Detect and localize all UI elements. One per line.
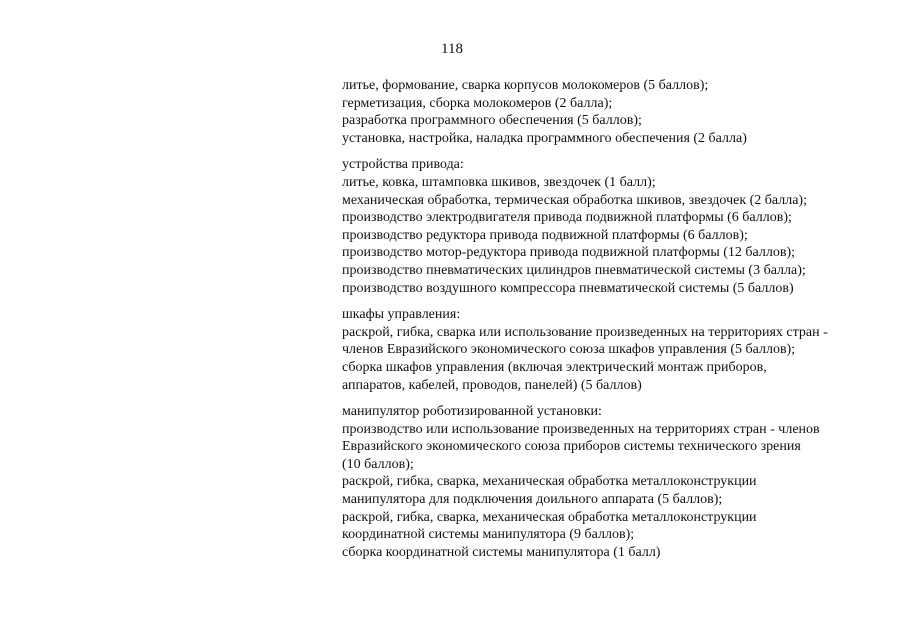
text-line: производство или использование произведенных на территориях стран - членов xyxy=(342,421,820,437)
paragraph-block xyxy=(342,77,882,147)
text-line: (10 баллов); xyxy=(342,456,414,472)
text-line: сборка координатной системы манипулятора (1 балл) xyxy=(342,544,661,560)
section-heading: манипулятор роботизированной установки: xyxy=(342,404,602,420)
text-line: раскрой, гибка, сварка, механическая обработка металлоконструкции xyxy=(342,474,757,490)
text-line: герметизация, сборка молокомеров (2 балла); xyxy=(342,95,613,111)
section-heading: устройства привода: xyxy=(342,157,464,173)
text-line: литье, ковка, штамповка шкивов, звездочек (1 балл); xyxy=(342,174,656,190)
text-line: раскрой, гибка, сварка, механическая обработка металлоконструкции xyxy=(342,509,757,525)
section-heading: шкафы управления: xyxy=(342,307,461,323)
paragraph-block xyxy=(342,403,882,561)
paragraph-block xyxy=(342,306,882,394)
text-line: производство воздушного компрессора пневматической системы (5 баллов) xyxy=(342,280,794,296)
text-line: Евразийского экономического союза приборов системы технического зрения xyxy=(342,439,801,455)
text-line: механическая обработка, термическая обработка шкивов, звездочек (2 балла); xyxy=(342,192,807,208)
document-body xyxy=(342,77,882,570)
text-line: производство мотор-редуктора привода подвижной платформы (12 баллов); xyxy=(342,245,796,261)
text-line: литье, формование, сварка корпусов молокомеров (5 баллов); xyxy=(342,78,709,93)
text-line: манипулятора для подключения доильного аппарата (5 баллов); xyxy=(342,492,723,508)
text-line: координатной системы манипулятора (9 баллов); xyxy=(342,527,635,543)
text-line: производство пневматических цилиндров пневматической системы (3 балла); xyxy=(342,262,806,278)
text-line: раскрой, гибка, сварка или использование произведенных на территориях стран - xyxy=(342,324,828,340)
text-line: установка, настройка, наладка программного обеспечения (2 балла) xyxy=(342,130,747,146)
page-number: 118 xyxy=(441,41,463,57)
paragraph-block xyxy=(342,156,882,297)
text-line: аппаратов, кабелей, проводов, панелей) (5 баллов) xyxy=(342,377,642,393)
text-line: производство электродвигателя привода подвижной платформы (6 баллов); xyxy=(342,210,792,226)
text-line: членов Евразийского экономического союза шкафов управления (5 баллов); xyxy=(342,342,796,358)
text-line: производство редуктора привода подвижной платформы (6 баллов); xyxy=(342,227,748,243)
text-line: разработка программного обеспечения (5 баллов); xyxy=(342,113,642,129)
text-line: сборка шкафов управления (включая электрический монтаж приборов, xyxy=(342,359,767,375)
